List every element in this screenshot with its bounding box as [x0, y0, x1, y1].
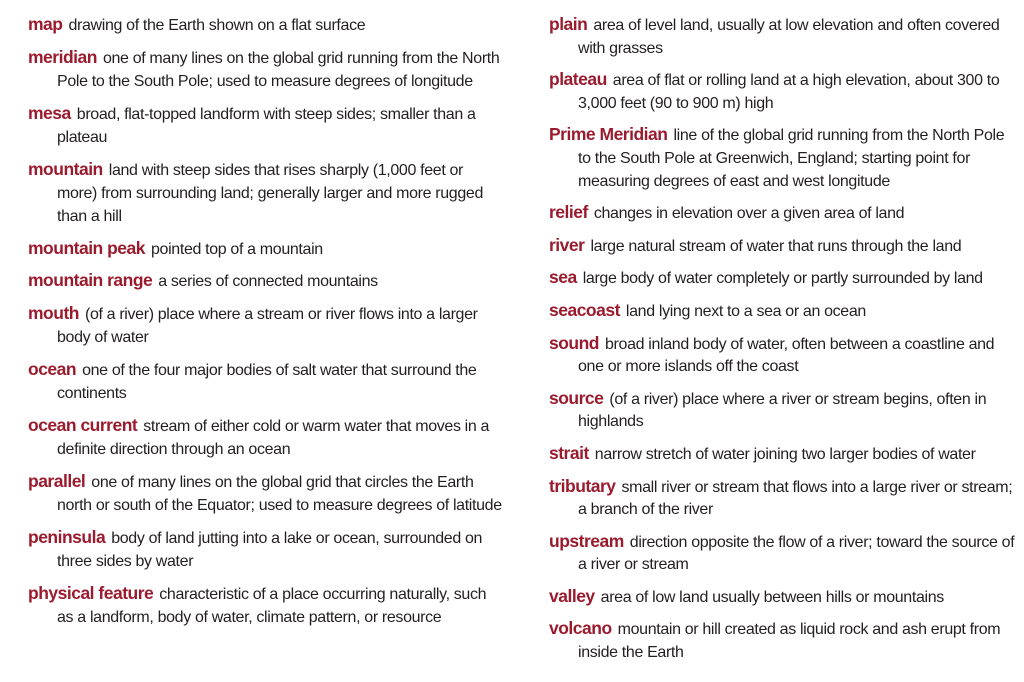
glossary-definition: changes in elevation over a given area of land [593, 205, 905, 223]
glossary-definition: small river or stream that flows into a large river or stream; a branch of the river [578, 478, 1013, 519]
glossary-left-column [28, 13, 506, 637]
glossary-term: strait [549, 442, 589, 463]
glossary-definition: mountain or hill created as liquid rock and ash erupt from inside the Earth [578, 621, 1001, 662]
glossary-definition: body of land jutting into a lake or ocean, surrounded on three sides by water [57, 529, 483, 570]
glossary-entry-upstream [549, 530, 1017, 577]
glossary-definition: land lying next to a sea or an ocean [625, 302, 866, 320]
glossary-entry-relief [549, 201, 1017, 226]
glossary-entry-mesa [28, 102, 506, 149]
glossary-entry-peninsula [28, 526, 506, 573]
glossary-term: Prime Meridian [549, 124, 668, 145]
glossary-term: mountain [28, 158, 103, 179]
glossary-term: parallel [28, 470, 86, 491]
glossary-term: tributary [549, 475, 616, 496]
glossary-entry-plain [549, 13, 1017, 60]
glossary-definition: area of low land usually between hills or mountains [600, 588, 944, 606]
glossary-term: plateau [549, 69, 607, 90]
glossary-definition: drawing of the Earth shown on a flat surface [68, 17, 366, 34]
glossary-definition: (of a river) place where a stream or river flows into a larger body of water [57, 306, 478, 347]
glossary-term: map [28, 14, 63, 34]
glossary-definition: one of many lines on the global grid that circles the Earth north or south of the Equator; used to measure degrees of latitude [57, 473, 502, 514]
glossary-definition: land with steep sides that rises sharply (1,000 feet or more) from surrounding land; generally larger and more rugged than a hill [57, 161, 483, 225]
glossary-entry-strait [549, 442, 1017, 467]
glossary-term: mesa [28, 102, 71, 123]
glossary-entry-seacoast [549, 299, 1017, 324]
glossary-definition: large body of water completely or partly surrounded by land [582, 270, 983, 288]
glossary-term: meridian [28, 46, 97, 67]
glossary-definition: direction opposite the flow of a river; toward the source of a river or stream [578, 533, 1015, 574]
glossary-definition: (of a river) place where a river or stream begins, often in highlands [578, 390, 987, 431]
glossary-definition: one of the four major bodies of salt water that surround the continents [57, 361, 477, 403]
glossary-definition: area of level land, usually at low elevation and often covered with grasses [578, 17, 1000, 57]
glossary-definition: broad inland body of water, often between a coastline and one or more islands off the coast [578, 335, 995, 376]
glossary-entry-map [28, 13, 506, 37]
glossary-term: peninsula [28, 526, 106, 547]
glossary-term: river [549, 234, 585, 255]
glossary-term: ocean [28, 358, 77, 379]
glossary-entry-river [549, 234, 1017, 259]
glossary-right-column [549, 13, 1017, 673]
glossary-entry-ocean [28, 358, 506, 405]
glossary-term: relief [549, 202, 588, 223]
glossary-definition: broad, flat-topped landform with steep sides; smaller than a plateau [57, 105, 476, 146]
glossary-entry-meridian [28, 46, 506, 93]
glossary-definition: pointed top of a mountain [151, 240, 323, 258]
glossary-term: ocean current [28, 414, 138, 435]
glossary-entry-mouth [28, 302, 506, 349]
glossary-term: seacoast [549, 299, 620, 320]
glossary-term: physical feature [28, 582, 154, 603]
glossary-entry-mountain-peak [28, 237, 506, 261]
glossary-term: mouth [28, 303, 79, 324]
glossary-entry-source [549, 387, 1017, 434]
glossary-definition: characteristic of a place occurring naturally, such as a landform, body of water, climate pattern, or resource [57, 585, 487, 626]
glossary-entry-tributary [549, 475, 1017, 522]
glossary-definition: a series of connected mountains [158, 273, 378, 291]
glossary-definition: area of flat or rolling land at a high elevation, about 300 to 3,000 feet (90 to 900 m) high [578, 72, 1000, 112]
glossary-entry-volcano [549, 617, 1017, 664]
glossary-definition: large natural stream of water that runs through the land [590, 237, 962, 255]
glossary-term: sound [549, 332, 599, 353]
glossary-entry-sea [549, 266, 1017, 291]
glossary-entry-valley [549, 585, 1017, 610]
glossary-term: plain [549, 14, 588, 34]
glossary-entry-plateau [549, 68, 1017, 115]
glossary-entry-sound [549, 332, 1017, 379]
glossary-term: valley [549, 585, 595, 606]
glossary-term: source [549, 387, 604, 408]
glossary-term: volcano [549, 618, 612, 639]
glossary-entry-parallel [28, 470, 506, 517]
glossary-term: sea [549, 267, 577, 288]
glossary-definition: line of the global grid running from the North Pole to the South Pole at Greenwich, England; starting point for measuring degrees of east and west longitude [578, 127, 1005, 190]
glossary-entry-physical-feature [28, 582, 506, 629]
glossary-entry-ocean-current [28, 414, 506, 461]
glossary-entry-mountain-range [28, 269, 506, 293]
glossary-definition: one of many lines on the global grid running from the North Pole to the South Pole; used to measure degrees of longitude [57, 49, 500, 90]
glossary-term: mountain peak [28, 237, 145, 258]
glossary-term: upstream [549, 530, 624, 551]
glossary-definition: stream of either cold or warm water that moves in a definite direction through an ocean [57, 417, 490, 459]
glossary-entry-mountain [28, 158, 506, 229]
glossary-definition: narrow stretch of water joining two larger bodies of water [594, 445, 976, 463]
glossary-entry-prime-meridian [549, 123, 1017, 193]
glossary-term: mountain range [28, 270, 153, 291]
